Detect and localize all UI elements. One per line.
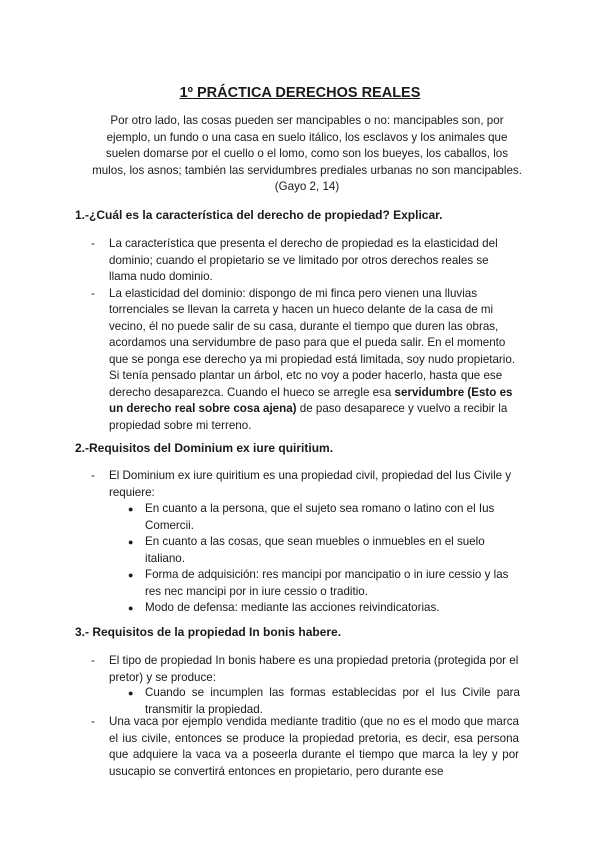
- sub-list-item-text: En cuanto a las cosas, que sean muebles o inmuebles en el suelo italiano.: [145, 535, 485, 565]
- intro-paragraph: Por otro lado, las cosas pueden ser mancipables o no: mancipables son, por ejemplo, un fundo o una casa en suelo itálico, los esclavos y los animales que suelen domarse por el cuello o el lomo, como son los bueyes, los caballos, los mulos, los asnos; también las servidumbres prediales urbanas no son mancipables. (Gayo 2, 14): [92, 114, 522, 193]
- section-3-heading: 3.- Requisitos de la propiedad In bonis habere.: [75, 625, 342, 639]
- list-item-text: de paso desaparece y vuelvo a recibir la propiedad sobre mi terreno.: [109, 402, 508, 432]
- sub-list-item-text: Forma de adquisición: res mancipi por mancipatio o in iure cessio y las res nec mancipi por in iure cessio o traditio.: [145, 568, 509, 598]
- dash-bullet: -: [91, 469, 95, 482]
- sub-list-item-text: Cuando se incumplen las formas establecidas por el Ius Civile para transmitir la propiedad.: [145, 686, 520, 716]
- dash-bullet: -: [91, 286, 95, 300]
- dot-bullet: ●: [128, 688, 134, 698]
- sub-list-item: [128, 600, 520, 617]
- section-3-list: [91, 653, 519, 686]
- list-item-text: La característica que presenta el derecho de propiedad es la elasticidad del dominio; cuando el propietario se ve limitado por otros derechos reales se llama nudo dominio.: [109, 237, 498, 283]
- sub-list-item: [128, 501, 520, 534]
- dash-bullet: -: [91, 715, 95, 728]
- dot-bullet: ●: [128, 570, 134, 580]
- section-1-heading: 1.-¿Cuál es la característica del derecho de propiedad? Explicar.: [75, 208, 443, 222]
- list-item-text: Una vaca por ejemplo vendida mediante traditio (que no es el modo que marca el ius civile, entonces se produce la propiedad pretoria, es decir, esa persona que adquiere la vaca va a poseerla durante el tiempo que marca la ley y por usucapio se convertirá entonces en propietario, pero durante ese: [109, 715, 519, 778]
- section-2-heading: 2.-Requisitos del Dominium ex iure quiritium.: [75, 441, 334, 455]
- sub-list-item-text: En cuanto a la persona, que el sujeto sea romano o latino con el Ius Comercii.: [145, 502, 495, 532]
- sub-list-item-text: Modo de defensa: mediante las acciones reivindicatorias.: [145, 601, 440, 614]
- section-1-list: [91, 236, 519, 434]
- section-3-list-continued: [91, 714, 519, 780]
- list-item-text: La elasticidad del dominio: dispongo de mi finca pero vienen una lluvias torrenciales se llevan la carreta y hacen un hueco delante de la casa de mi vecino, él no puede salir de su casa, durante el tiempo que duren las obras, acordamos una servidumbre de paso para que el pueda salir. En el momento que se ponga ese derecho ya mi propiedad está limitada, soy nudo propietario. Si tenía pensado plantar un árbol, etc no voy a poder hacerlo, hasta que ese derecho desaparezca. Cuando el hueco se arregle esa: [109, 286, 516, 399]
- list-item-text: El tipo de propiedad In bonis habere es una propiedad pretoria (protegida por el pretor) y se produce:: [109, 654, 519, 684]
- dot-bullet: ●: [128, 537, 134, 547]
- dash-bullet: -: [91, 237, 95, 250]
- list-item: [91, 286, 519, 435]
- list-item: [91, 653, 519, 686]
- section-2-sublist: [128, 501, 520, 617]
- list-item-text: El Dominium ex iure quiritium es una propiedad civil, propiedad del Ius Civile y requiere:: [109, 469, 512, 499]
- dot-bullet: ●: [128, 504, 134, 514]
- list-item: [91, 468, 519, 501]
- document-title: 1º PRÁCTICA DERECHOS REALES: [179, 85, 421, 101]
- dash-bullet: -: [91, 654, 95, 667]
- section-2-list: [91, 468, 519, 501]
- list-item: [91, 236, 519, 286]
- bold-emphasis: servidumbre (Esto es un derecho real sobre cosa ajena): [109, 385, 513, 415]
- list-item: [91, 714, 519, 780]
- sub-list-item: [128, 567, 520, 600]
- dot-bullet: ●: [128, 603, 134, 613]
- sub-list-item: [128, 534, 520, 567]
